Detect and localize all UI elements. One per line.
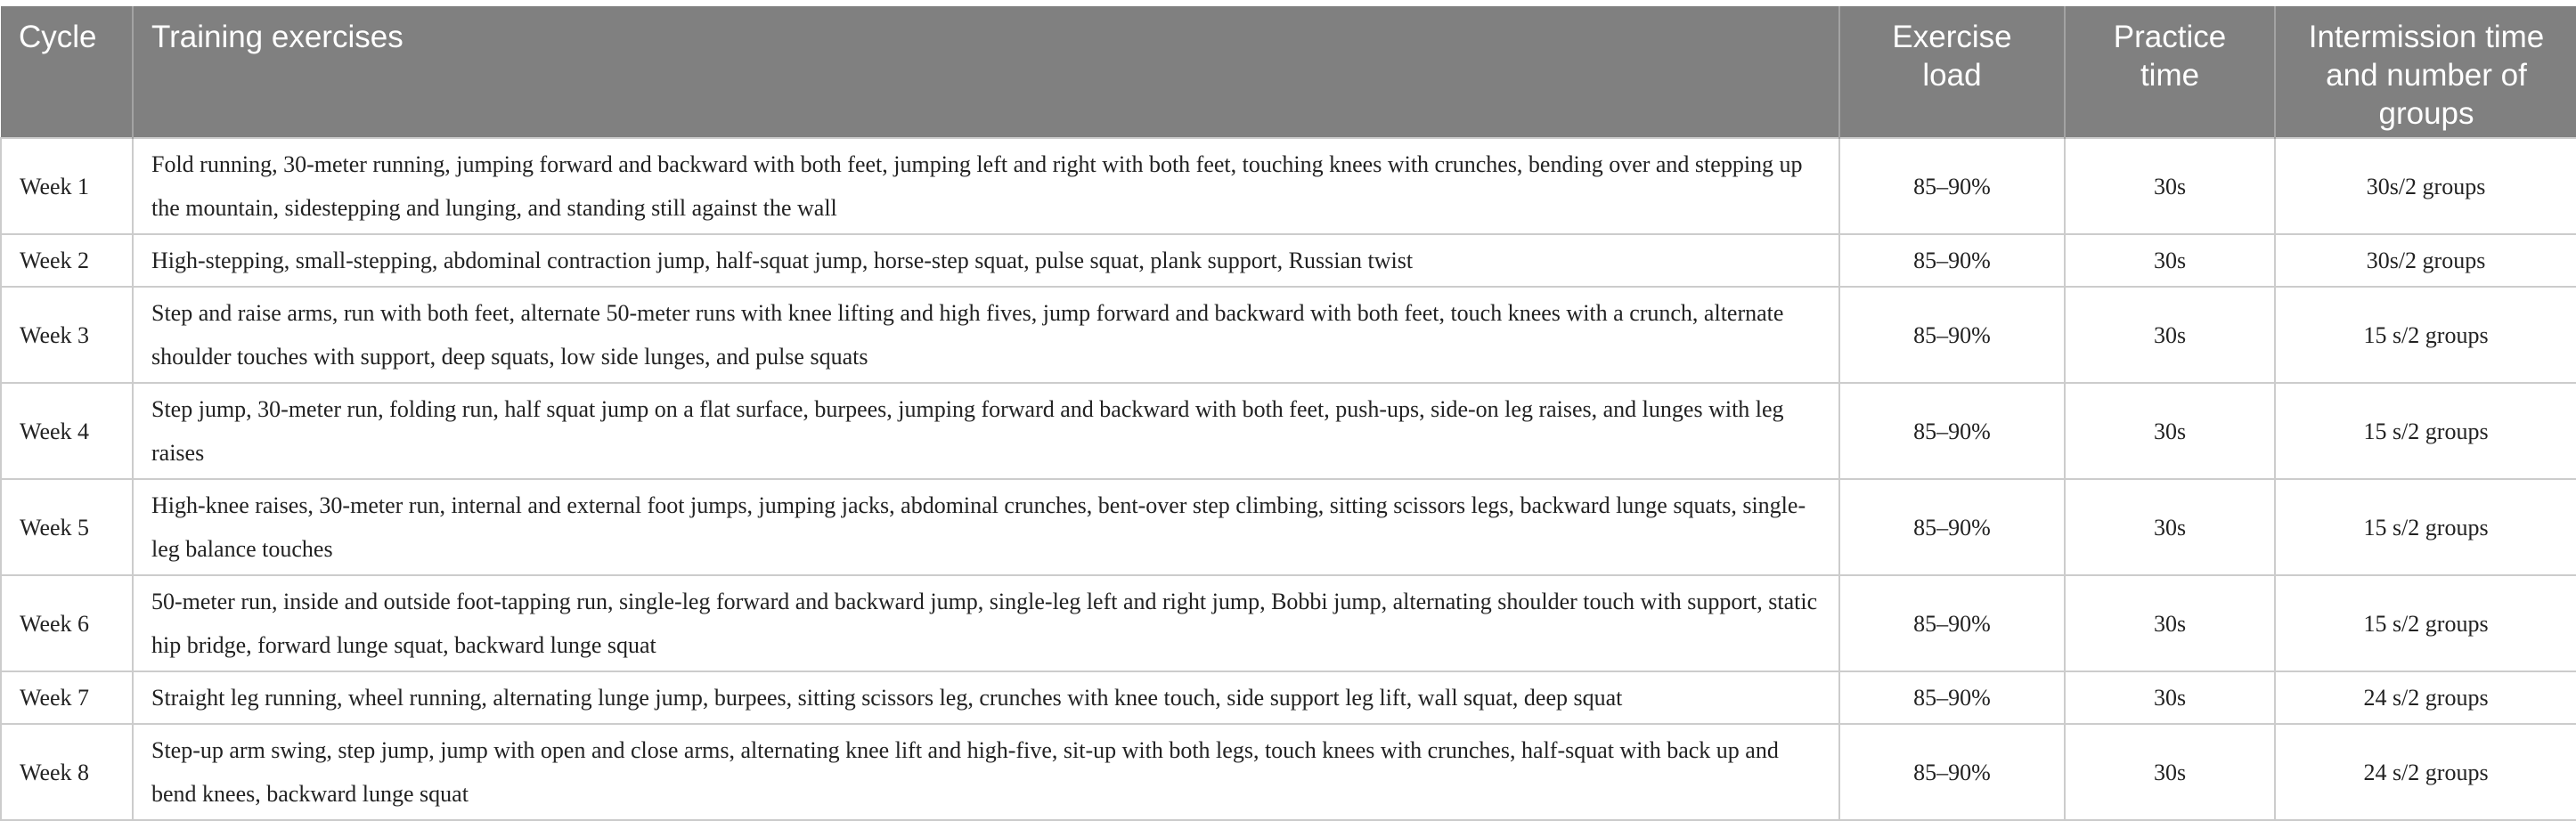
table-row bbox=[1, 479, 2576, 575]
intermission-cell: 15 s/2 groups bbox=[2275, 479, 2576, 575]
exercises-cell: 50-meter run, inside and outside foot-tapping run, single-leg forward and backward jump, single-leg left and right jump, Bobbi jump, alternating shoulder touch with support, static hip bridge, forward lunge squat, backward lunge squat bbox=[133, 575, 1839, 671]
load-cell: 85–90% bbox=[1839, 138, 2065, 234]
exercises-cell: Straight leg running, wheel running, alternating lunge jump, burpees, sitting scissors leg, crunches with knee touch, side support leg lift, wall squat, deep squat bbox=[133, 671, 1839, 724]
practice-time-cell: 30s bbox=[2065, 138, 2275, 234]
load-cell: 85–90% bbox=[1839, 479, 2065, 575]
header-row bbox=[1, 6, 2576, 138]
header-practice-time-line: Practice bbox=[2113, 20, 2227, 54]
training-table bbox=[0, 6, 2576, 821]
table-row bbox=[1, 724, 2576, 820]
intermission-cell: 24 s/2 groups bbox=[2275, 671, 2576, 724]
intermission-cell: 30s/2 groups bbox=[2275, 234, 2576, 287]
intermission-cell: 15 s/2 groups bbox=[2275, 575, 2576, 671]
header-exercise-load-line: load bbox=[1922, 58, 1982, 93]
table-body bbox=[1, 138, 2576, 820]
exercises-cell: Fold running, 30-meter running, jumping forward and backward with both feet, jumping left and right with both feet, touching knees with crunches, bending over and stepping up the mountain, sidestepping and lunging, and standing still against the wall bbox=[133, 138, 1839, 234]
load-cell: 85–90% bbox=[1839, 287, 2065, 383]
intermission-cell: 24 s/2 groups bbox=[2275, 724, 2576, 820]
header-intermission-line: and number of bbox=[2326, 58, 2527, 93]
header-intermission bbox=[2275, 6, 2576, 138]
header-cycle: Cycle bbox=[1, 6, 133, 138]
practice-time-cell: 30s bbox=[2065, 383, 2275, 479]
header-intermission-line: groups bbox=[2378, 96, 2474, 131]
cycle-cell: Week 7 bbox=[1, 671, 133, 724]
load-cell: 85–90% bbox=[1839, 671, 2065, 724]
header-training-exercises: Training exercises bbox=[133, 6, 1839, 138]
table-row bbox=[1, 383, 2576, 479]
load-cell: 85–90% bbox=[1839, 234, 2065, 287]
header-intermission-line: Intermission time bbox=[2308, 20, 2545, 54]
cycle-cell: Week 6 bbox=[1, 575, 133, 671]
intermission-cell: 15 s/2 groups bbox=[2275, 287, 2576, 383]
cycle-cell: Week 2 bbox=[1, 234, 133, 287]
load-cell: 85–90% bbox=[1839, 383, 2065, 479]
table-row bbox=[1, 287, 2576, 383]
cycle-cell: Week 4 bbox=[1, 383, 133, 479]
table-row bbox=[1, 138, 2576, 234]
header-practice-time bbox=[2065, 6, 2275, 138]
intermission-cell: 15 s/2 groups bbox=[2275, 383, 2576, 479]
exercises-cell: Step and raise arms, run with both feet, alternate 50-meter runs with knee lifting and high fives, jump forward and backward with both feet, touch knees with a crunch, alternate shoulder touches with support, deep squats, low side lunges, and pulse squats bbox=[133, 287, 1839, 383]
exercises-cell: Step jump, 30-meter run, folding run, half squat jump on a flat surface, burpees, jumping forward and backward with both feet, push-ups, side-on leg raises, and lunges with leg raises bbox=[133, 383, 1839, 479]
header-exercise-load bbox=[1839, 6, 2065, 138]
exercises-cell: High-stepping, small-stepping, abdominal contraction jump, half-squat jump, horse-step squat, pulse squat, plank support, Russian twist bbox=[133, 234, 1839, 287]
table-header bbox=[1, 6, 2576, 138]
header-exercise-load-line: Exercise bbox=[1892, 20, 2012, 54]
practice-time-cell: 30s bbox=[2065, 724, 2275, 820]
practice-time-cell: 30s bbox=[2065, 671, 2275, 724]
load-cell: 85–90% bbox=[1839, 724, 2065, 820]
header-practice-time-line: time bbox=[2140, 58, 2200, 93]
practice-time-cell: 30s bbox=[2065, 575, 2275, 671]
exercises-cell: High-knee raises, 30-meter run, internal and external foot jumps, jumping jacks, abdominal crunches, bent-over step climbing, sitting scissors legs, backward lunge squats, single-leg balance touches bbox=[133, 479, 1839, 575]
table-row bbox=[1, 671, 2576, 724]
practice-time-cell: 30s bbox=[2065, 234, 2275, 287]
exercises-cell: Step-up arm swing, step jump, jump with open and close arms, alternating knee lift and high-five, sit-up with both legs, touch knees with crunches, half-squat with back up and bend knees, backward lunge squat bbox=[133, 724, 1839, 820]
practice-time-cell: 30s bbox=[2065, 479, 2275, 575]
cycle-cell: Week 1 bbox=[1, 138, 133, 234]
table-row bbox=[1, 234, 2576, 287]
cycle-cell: Week 5 bbox=[1, 479, 133, 575]
cycle-cell: Week 8 bbox=[1, 724, 133, 820]
practice-time-cell: 30s bbox=[2065, 287, 2275, 383]
table-row bbox=[1, 575, 2576, 671]
load-cell: 85–90% bbox=[1839, 575, 2065, 671]
cycle-cell: Week 3 bbox=[1, 287, 133, 383]
intermission-cell: 30s/2 groups bbox=[2275, 138, 2576, 234]
